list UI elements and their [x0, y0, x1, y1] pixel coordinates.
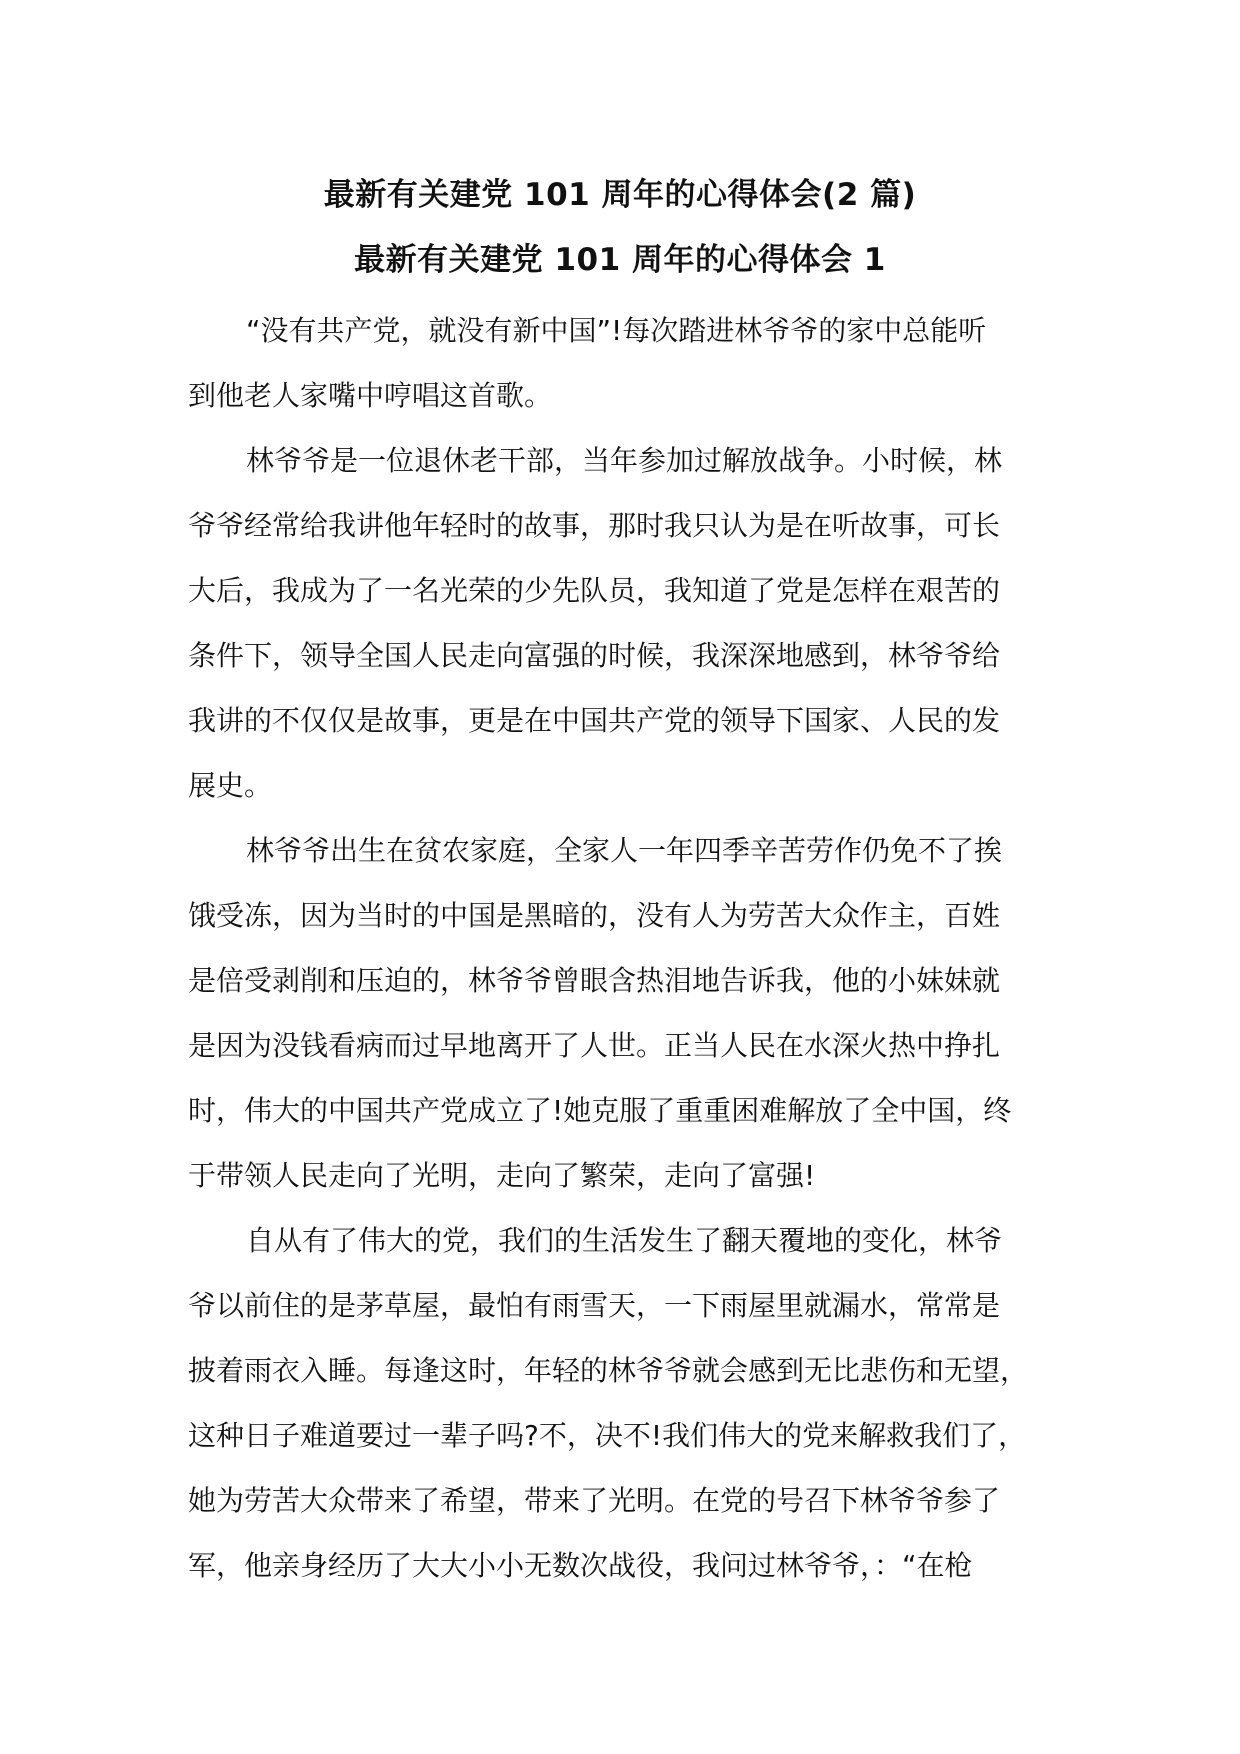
document-subtitle: 最新有关建党 101 周年的心得体会 1	[354, 242, 886, 278]
paragraph-line: 时，伟大的中国共产党成立了!她克服了重重困难解放了全中国，终	[188, 1094, 1012, 1127]
paragraph-line: 这种日子难道要过一辈子吗?不，决不!我们伟大的党来解救我们了，	[188, 1419, 1027, 1452]
paragraph-line: 饿受冻，因为当时的中国是黑暗的，没有人为劳苦大众作主，百姓	[188, 899, 1001, 932]
paragraph-line: 到他老人家嘴中哼唱这首歌。	[188, 379, 553, 412]
paragraph-line: “没有共产党，就没有新中国”!每次踏进林爷爷的家中总能听	[246, 314, 987, 347]
paragraph-line: 条件下，领导全国人民走向富强的时候，我深深地感到，林爷爷给	[188, 639, 1001, 672]
document-title: 最新有关建党 101 周年的心得体会(2 篇)	[323, 177, 917, 213]
paragraph-line: 于带领人民走向了光明，走向了繁荣，走向了富强!	[188, 1159, 816, 1192]
paragraph-line: 是因为没钱看病而过早地离开了人世。正当人民在水深火热中挣扎	[188, 1029, 1001, 1062]
paragraph-line: 军，他亲身经历了大大小小无数次战役，我问过林爷爷，：“在枪	[188, 1549, 973, 1582]
paragraph-line: 爷爷经常给我讲他年轻时的故事，那时我只认为是在听故事，可长	[188, 509, 1001, 542]
paragraph-line: 披着雨衣入睡。每逢这时，年轻的林爷爷就会感到无比悲伤和无望，	[188, 1354, 1029, 1387]
paragraph-line: 林爷爷出生在贫农家庭，全家人一年四季辛苦劳作仍免不了挨	[246, 834, 1003, 867]
body-text	[188, 298, 1058, 1598]
paragraph-line: 是倍受剥削和压迫的，林爷爷曾眼含热泪地告诉我，他的小妹妹就	[188, 964, 1001, 997]
paragraph-line: 她为劳苦大众带来了希望，带来了光明。在党的号召下林爷爷参了	[188, 1484, 1001, 1517]
paragraph-line: 大后，我成为了一名光荣的少先队员，我知道了党是怎样在艰苦的	[188, 574, 1001, 607]
paragraph-line: 展史。	[188, 769, 273, 802]
paragraph-line: 自从有了伟大的党，我们的生活发生了翻天覆地的变化，林爷	[246, 1224, 1003, 1257]
paragraph-line: 我讲的不仅仅是故事，更是在中国共产党的领导下国家、人民的发	[188, 704, 1001, 737]
paragraph-line: 爷以前住的是茅草屋，最怕有雨雪天，一下雨屋里就漏水，常常是	[188, 1289, 1001, 1322]
paragraph-line: 林爷爷是一位退休老干部，当年参加过解放战争。小时候，林	[246, 444, 1003, 477]
